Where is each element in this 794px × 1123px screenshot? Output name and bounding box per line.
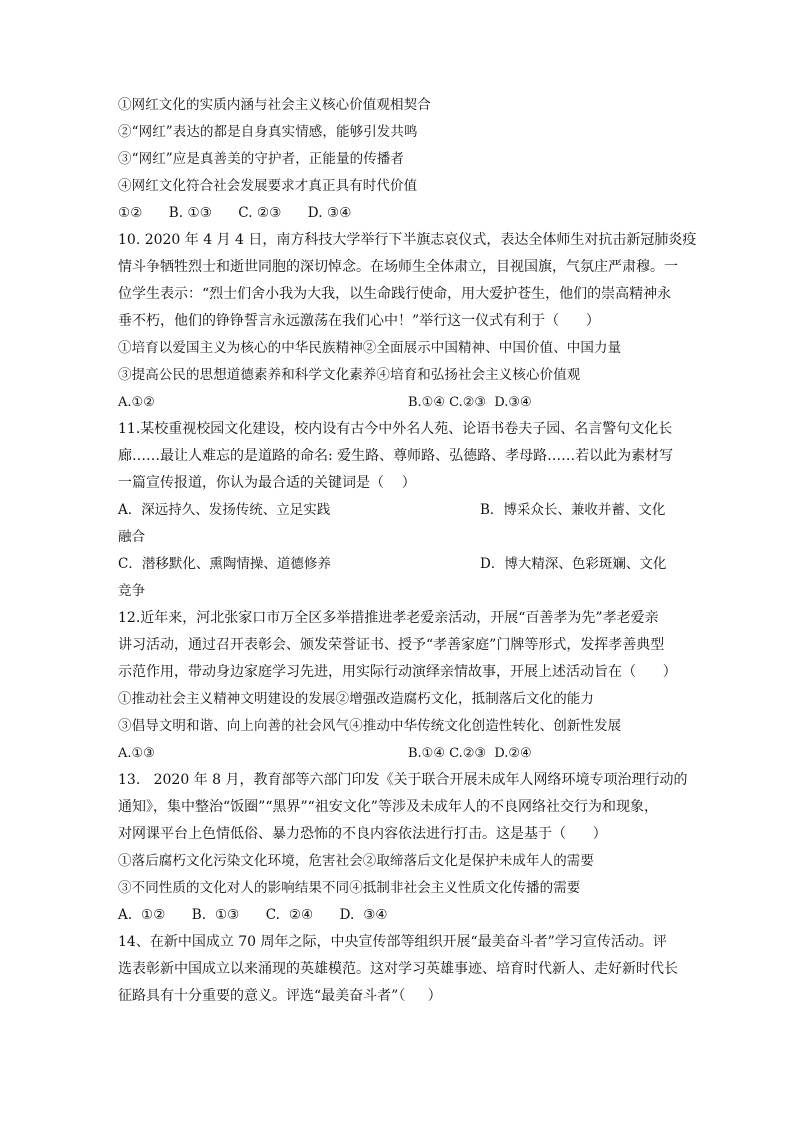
q9-item-2: ②“网红”表达的都是自身真实情感，能够引发共鸣 [118,124,418,140]
q14-stem-line-1: 14、在新中国成立 70 周年之际，中央宣传部等组织开展“最美奋斗者”学习宣传活动。评 [118,934,667,950]
q9-item-4: ④网红文化符合社会发展要求才真正具有时代价值 [118,178,418,194]
q10-stem-line-2: 情斗争牺牲烈士和逝世同胞的深切悼念。在场师生全体肃立，目视国旗，气氛庄严肃穆。一 [118,259,678,275]
q10-stem-line-4: 垂不朽，他们的铮铮誓言永远激荡在我们心中！”举行这一仪式有利于（ ） [118,313,600,329]
q11-stem-line-1: 11.某校重视校园文化建设，校内设有古今中外名人苑、论语书卷夫子园、名言警句文化长 [118,421,673,437]
q12-stem-line-2: 讲习活动，通过召开表彰会、颁发荣誉证书、授予“孝善家庭”门牌等形式，发挥孝善典型 [118,637,665,653]
q11-option-d: D．博大精深、色彩斑斓、文化 [480,556,667,572]
q9-item-3: ③“网红”应是真善美的守护者，正能量的传播者 [118,151,405,167]
q11-stem-line-3: 一篇宣传报道，你认为最合适的关键词是（ ） [118,475,416,491]
q9-options: ①② B. ①③ C. ②③ D. ③④ [118,205,352,221]
q13-items-1-2: ①落后腐朽文化污染文化环境，危害社会②取缔落后文化是保护未成年人的需要 [118,853,594,869]
q11-option-b: B．博采众长、兼收并蓄、文化 [480,502,666,518]
q12-options-bcd: B.①④ C.②③ D.②④ [408,746,532,761]
q10-items-3-4: ③提高公民的思想道德素养和科学文化素养④培育和弘扬社会主义核心价值观 [118,367,581,383]
q11-option-b-continued: 融合 [118,529,146,545]
document-content [118,92,697,1010]
q11-option-a: A．深远持久、发扬传统、立足实践 [118,502,331,518]
q12-options [118,740,678,767]
q10-stem-line-1: 10. 2020 年 4 月 4 日，南方科技大学举行下半旗志哀仪式，表达全体师生对抗击新冠肺炎疫 [118,232,697,248]
q11-options-row-2 [118,551,678,578]
q12-items-1-2: ①推动社会主义精神文明建设的发展②增强改造腐朽文化，抵制落后文化的能力 [118,691,594,707]
q13-options: A. ①② B. ①③ C. ②④ D. ③④ [118,907,388,923]
q10-options-bcd: B.①④ C.②③ D.③④ [408,395,532,410]
q12-stem-line-1: 12.近年来，河北张家口市万全区多举措推进孝老爱亲活动，开展“百善孝为先”孝老爱亲 [118,610,659,626]
q11-option-c: C．潜移默化、熏陶情操、道德修养 [118,556,331,572]
q11-options-row-1 [118,497,678,524]
q13-items-3-4: ③不同性质的文化对人的影响结果不同④抵制非社会主义性质文化传播的需要 [118,880,581,896]
q12-stem-line-3: 示范作用，带动身边家庭学习先进，用实际行动演绎亲情故事，开展上述活动旨在（ ） [118,664,677,680]
q13-stem-line-1: 13. 2020 年 8 月，教育部等六部门印发《关于联合开展未成年人网络环境专项治理行动的 [118,772,688,788]
q11-stem-line-2: 廊……最让人难忘的是道路的命名: 爱生路、尊师路、弘德路、孝母路……若以此为素材写 [118,448,674,464]
q14-stem-line-2: 选表彰新中国成立以来涌现的英雄模范。这对学习英雄事迹、培育时代新人、走好新时代长 [118,961,678,977]
q11-option-d-continued: 竞争 [118,583,146,599]
q13-stem-line-3: 对网课平台上色情低俗、暴力恐怖的不良内容依法进行打击。这是基于（ ） [118,826,607,842]
q12-items-3-4: ③倡导文明和谐、向上向善的社会风气④推动中华传统文化创造性转化、创新性发展 [118,718,622,734]
q9-item-1: ①网红文化的实质内涵与社会主义核心价值观相契合 [118,97,431,113]
q10-items-1-2: ①培育以爱国主义为核心的中华民族精神②全面展示中国精神、中国价值、中国力量 [118,340,622,356]
q10-options [118,389,678,416]
q14-stem-line-3: 征路具有十分重要的意义。评选“最美奋斗者”（ ） [118,988,442,1004]
q12-option-a: A.①③ [118,746,155,761]
q10-stem-line-3: 位学生表示：“烈士们舍小我为大我，以生命践行使命，用大爱护苍生，他们的崇高精神永 [118,286,672,302]
q13-stem-line-2: 通知》，集中整治“饭圈”“黑界”“祖安文化”等涉及未成年人的不良网络社交行为和现象， [118,799,658,815]
q10-option-a: A.①② [118,395,155,410]
